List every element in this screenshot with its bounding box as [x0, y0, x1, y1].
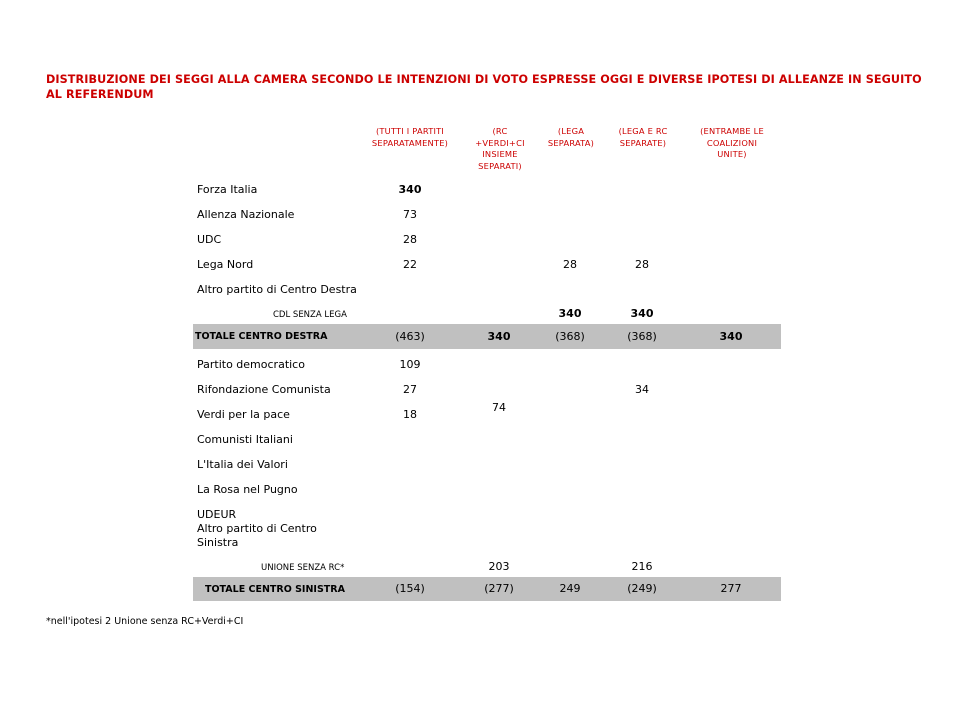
- row-label: Altro partito di Centro Destra: [197, 283, 357, 296]
- table-row: [193, 304, 781, 324]
- footnote: *nell'ipotesi 2 Unione senza RC+Verdi+CI: [46, 616, 244, 627]
- page-title: DISTRIBUZIONE DEI SEGGI ALLA CAMERA SECONDO LE INTENZIONI DI VOTO ESPRESSE OGGI E DIVERSE IPOTESI DI ALLEANZE IN SEGUITO AL REFERENDUM: [46, 73, 922, 101]
- row-label: UNIONE SENZA RC*: [261, 563, 345, 573]
- cell: (368): [627, 330, 657, 343]
- table-row: [193, 432, 781, 457]
- cell: 277: [720, 582, 742, 595]
- table-row: [193, 232, 781, 257]
- row-label: UDC: [197, 233, 222, 246]
- cell: 18: [403, 408, 417, 421]
- row-label: CDL SENZA LEGA: [273, 310, 347, 320]
- row-label: Forza Italia: [197, 183, 258, 196]
- table-row: [193, 357, 781, 382]
- cell: 28: [635, 258, 649, 271]
- row-label: La Rosa nel Pugno: [197, 483, 298, 496]
- column-header-2: (RC +VERDI+CI INSIEME SEPARATI): [475, 126, 525, 171]
- table-row-total: [193, 577, 781, 601]
- column-header-3: (LEGA SEPARATA): [547, 126, 595, 148]
- table-row: [193, 257, 781, 282]
- cell: 109: [399, 358, 421, 371]
- cell: 340: [558, 307, 582, 320]
- cell: 22: [403, 258, 417, 271]
- cell: 28: [403, 233, 417, 246]
- column-header-4: (LEGA E RC SEPARATE): [618, 126, 668, 148]
- table-row: [193, 482, 781, 507]
- row-label: L'Italia dei Valori: [197, 458, 288, 471]
- row-label: Comunisti Italiani: [197, 433, 293, 446]
- table-row: [193, 207, 781, 232]
- row-label: TOTALE CENTRO DESTRA: [195, 331, 328, 342]
- table-row: [193, 557, 781, 577]
- cell: (249): [627, 582, 657, 595]
- column-header-1: (TUTTI I PARTITI SEPARATAMENTE): [371, 126, 449, 148]
- row-label: Partito democratico: [197, 358, 305, 371]
- row-label: Rifondazione Comunista: [197, 383, 331, 396]
- row-label: Allenza Nazionale: [197, 208, 295, 221]
- cell: (463): [395, 330, 425, 343]
- cell: 340: [487, 330, 511, 343]
- table-row: [193, 507, 781, 553]
- cell: 340: [398, 183, 422, 196]
- cell: 203: [488, 560, 510, 573]
- row-label: TOTALE CENTRO SINISTRA: [205, 584, 345, 595]
- table-row-total: [193, 324, 781, 349]
- cell: (154): [395, 582, 425, 595]
- merged-cell: 74: [492, 401, 506, 414]
- row-label: UDEUR Altro partito di Centro Sinistra: [197, 508, 317, 549]
- cell: 340: [719, 330, 743, 343]
- table-row: [193, 182, 781, 207]
- column-header-5: (ENTRAMBE LE COALIZIONI UNITE): [700, 126, 764, 159]
- cell: 27: [403, 383, 417, 396]
- cell: (277): [484, 582, 514, 595]
- table-row: [193, 457, 781, 482]
- cell: 73: [403, 208, 417, 221]
- row-label: Lega Nord: [197, 258, 254, 271]
- cell: 249: [559, 582, 581, 595]
- cell: 28: [563, 258, 577, 271]
- cell: 216: [631, 560, 653, 573]
- cell: 34: [635, 383, 649, 396]
- row-label: Verdi per la pace: [197, 408, 290, 421]
- cell: 340: [630, 307, 654, 320]
- cell: (368): [555, 330, 585, 343]
